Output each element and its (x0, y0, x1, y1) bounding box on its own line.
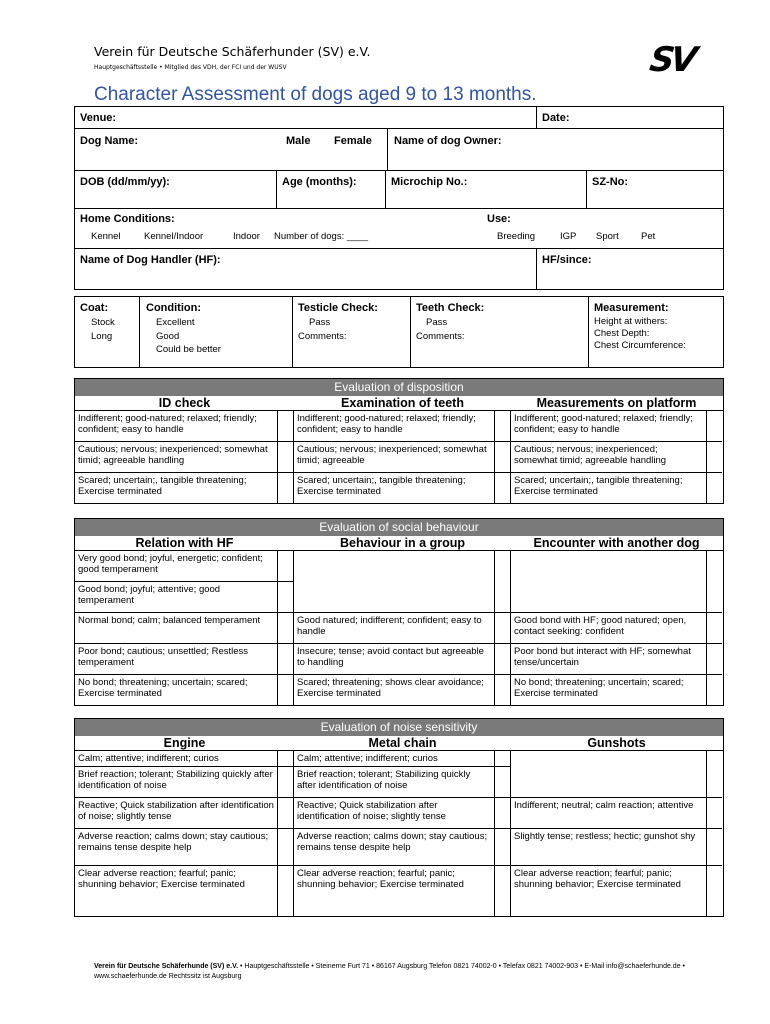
rating-checkbox[interactable] (277, 751, 293, 766)
rating-text: Scared; uncertain;, tangible threatening; Exercise terminated (78, 475, 247, 497)
use-label: Use: (487, 213, 511, 225)
rating-text: Indifferent; good-natured; relaxed; friendly; confident; easy to handle (297, 413, 476, 435)
rating-checkbox[interactable] (277, 798, 293, 828)
rating-checkbox[interactable] (706, 551, 722, 612)
microchip-label: Microchip No.: (391, 176, 468, 188)
rating-checkbox[interactable] (277, 675, 293, 705)
rating-text: Adverse reaction; calms down; stay cautious; remains tense despite help (297, 831, 488, 853)
rating-cell (294, 767, 510, 798)
rating-cell (511, 473, 722, 503)
noise-grid (75, 751, 723, 916)
coat-long-option[interactable]: Long (91, 331, 113, 342)
rating-checkbox[interactable] (277, 582, 293, 612)
rating-cell (75, 644, 293, 675)
noise-section (74, 718, 724, 917)
rating-checkbox[interactable] (277, 473, 293, 503)
org-subtitle: Hauptgeschäftsstelle • Mitglied des VDH, der FCI und der WUSV (94, 64, 287, 71)
rating-cell (75, 798, 293, 829)
grid-column (294, 551, 511, 705)
rating-cell (294, 798, 510, 829)
rating-checkbox[interactable] (277, 644, 293, 674)
rating-checkbox[interactable] (494, 798, 510, 828)
grid-column (511, 411, 722, 503)
breeding-option[interactable]: Breeding (497, 231, 536, 242)
rating-cell (75, 551, 293, 582)
age-label: Age (months): (282, 176, 357, 188)
grid-column (511, 551, 722, 705)
condition-good[interactable]: Good (156, 331, 180, 342)
testicle-comments: Comments: (298, 331, 347, 342)
gunshots-header: Gunshots (587, 736, 646, 750)
rating-text (511, 551, 706, 612)
home-conditions-label: Home Conditions: (80, 213, 175, 225)
disposition-title: Evaluation of disposition (75, 379, 723, 396)
coat-stock-option[interactable]: Stock (91, 317, 115, 328)
kennel-option[interactable]: Kennel (91, 231, 121, 242)
female-option[interactable]: Female (334, 135, 372, 147)
rating-checkbox[interactable] (494, 442, 510, 472)
social-grid (75, 551, 723, 705)
rating-checkbox[interactable] (277, 442, 293, 472)
rating-text: Calm; attentive; indifferent; curios (297, 753, 438, 764)
rating-checkbox[interactable] (494, 866, 510, 916)
rating-text: Good bond with HF; good natured; open, contact seeking: confident (514, 615, 687, 637)
rating-text: Cautious; nervous; inexperienced; somewhat timid; agreeable handling (514, 444, 667, 466)
rating-checkbox[interactable] (706, 411, 722, 441)
footer-address: • Hauptgeschäftsstelle • Steinerne Furt 71 • 86167 Augsburg Telefon 0821 74002-0 • Telefax 0821 74002-903 • E-Mail info@schaeferhunde.de • www.schaeferhunde.de Rechtssitz ist Augsburg (94, 963, 685, 980)
rating-text: Calm; attentive; indifferent; curios (78, 753, 219, 764)
rating-checkbox[interactable] (706, 613, 722, 643)
height-withers: Height at withers: (594, 316, 668, 327)
rating-text: Poor bond but interact with HF; somewhat tense/uncertain (514, 646, 691, 668)
rating-cell (75, 767, 293, 798)
rating-text: Adverse reaction; calms down; stay cautious; remains tense despite help (78, 831, 269, 853)
teeth-comments: Comments: (416, 331, 465, 342)
sport-option[interactable]: Sport (596, 231, 619, 242)
rating-cell (511, 829, 722, 866)
rating-checkbox[interactable] (277, 551, 293, 581)
rating-text (511, 751, 706, 797)
rating-checkbox[interactable] (706, 829, 722, 865)
rating-text: No bond; threatening; uncertain; scared; Exercise terminated (514, 677, 684, 699)
coat-label: Coat: (80, 302, 109, 314)
rating-checkbox[interactable] (494, 613, 510, 643)
condition-excellent[interactable]: Excellent (156, 317, 195, 328)
number-of-dogs: Number of dogs: ____ (274, 231, 369, 242)
hf-since-label: HF/since: (542, 254, 592, 266)
rating-text: Clear adverse reaction; fearful; panic; shunning behavior; Exercise terminated (297, 868, 464, 890)
rating-cell (75, 829, 293, 866)
teeth-pass[interactable]: Pass (426, 317, 448, 328)
rating-text: Poor bond; cautious; unsettled; Restless temperament (78, 646, 249, 668)
platform-header: Measurements on platform (536, 396, 697, 410)
testicle-label: Testicle Check: (298, 302, 378, 314)
rating-cell (75, 751, 293, 767)
rating-checkbox[interactable] (277, 829, 293, 865)
rating-cell (511, 411, 722, 442)
rating-cell (294, 751, 510, 767)
footer-org: Verein für Deutsche Schäferhunde (SV) e.V. (94, 963, 239, 970)
rating-cell (75, 613, 293, 644)
rating-text: Clear adverse reaction; fearful; panic; shunning behavior; Exercise terminated (514, 868, 681, 890)
rating-text: Scared; threatening; shows clear avoidance; Exercise terminated (297, 677, 484, 699)
rating-text: Scared; uncertain;, tangible threatening; Exercise terminated (297, 475, 466, 497)
rating-text: Indifferent; neutral; calm reaction; attentive (514, 800, 694, 811)
disposition-section (74, 378, 724, 504)
rating-checkbox[interactable] (277, 613, 293, 643)
rating-cell (511, 675, 722, 705)
rating-cell (294, 866, 510, 916)
rating-checkbox[interactable] (706, 644, 722, 674)
dob-label: DOB (dd/mm/yy): (80, 176, 170, 188)
rating-checkbox[interactable] (494, 644, 510, 674)
rating-cell (75, 675, 293, 705)
rating-cell (294, 675, 510, 705)
rating-cell (294, 551, 510, 613)
condition-better[interactable]: Could be better (156, 344, 221, 355)
rating-cell (511, 551, 722, 613)
noise-title: Evaluation of noise sensitivity (75, 719, 723, 736)
date-label: Date: (542, 112, 570, 124)
rating-checkbox[interactable] (494, 411, 510, 441)
rating-cell (511, 798, 722, 829)
footer (94, 962, 714, 982)
rating-cell (511, 866, 722, 916)
disposition-grid (75, 411, 723, 503)
handler-label: Name of Dog Handler (HF): (80, 254, 221, 266)
rating-checkbox[interactable] (706, 866, 722, 916)
rating-checkbox[interactable] (494, 551, 510, 612)
teeth-label: Teeth Check: (416, 302, 485, 314)
condition-label: Condition: (146, 302, 201, 314)
rating-checkbox[interactable] (494, 751, 510, 766)
rating-text: Very good bond; joyful, energetic; confident; good temperament (78, 553, 263, 575)
rating-checkbox[interactable] (706, 675, 722, 705)
dog-name-label: Dog Name: (80, 135, 139, 147)
measurement-label: Measurement: (594, 302, 669, 314)
igp-option[interactable]: IGP (560, 231, 577, 242)
rating-checkbox[interactable] (706, 473, 722, 503)
chest-circumference: Chest Circumference: (594, 340, 686, 351)
grid-column (75, 411, 294, 503)
metal-chain-header: Metal chain (368, 736, 437, 750)
grid-column (294, 411, 511, 503)
org-name: Verein für Deutsche Schäferhunder (SV) e.V. (94, 44, 371, 59)
rating-text: Slightly tense; restless; hectic; gunshot shy (514, 831, 696, 842)
rating-cell (75, 866, 293, 916)
rating-checkbox[interactable] (277, 866, 293, 916)
rating-cell (294, 473, 510, 503)
rating-text: Normal bond; calm; balanced temperament (78, 615, 261, 626)
social-section (74, 518, 724, 706)
rating-checkbox[interactable] (277, 411, 293, 441)
rating-cell (294, 613, 510, 644)
teeth-exam-header: Examination of teeth (341, 396, 464, 410)
sz-label: SZ-No: (592, 176, 629, 188)
group-behaviour-header: Behaviour in a group (339, 536, 465, 550)
rating-cell (294, 442, 510, 473)
rating-checkbox[interactable] (494, 473, 510, 503)
rating-text: Clear adverse reaction; fearful; panic; shunning behavior; Exercise terminated (78, 868, 245, 890)
rating-cell (511, 613, 722, 644)
grid-column (75, 551, 294, 705)
rating-checkbox[interactable] (277, 767, 293, 797)
rating-text: Brief reaction; tolerant; Stabilizing quickly after identification of noise (78, 769, 273, 791)
rating-text: Cautious; nervous; inexperienced; somewhat timid; agreeable handling (78, 444, 268, 466)
rating-text: Indifferent; good-natured; relaxed; friendly; confident; easy to handle (514, 413, 693, 435)
rating-cell (294, 829, 510, 866)
grid-column (511, 751, 722, 916)
grid-column (294, 751, 511, 916)
dog-encounter-header: Encounter with another dog (533, 536, 700, 550)
rating-cell (511, 751, 722, 798)
kennel-indoor-option[interactable]: Kennel/Indoor (144, 231, 204, 242)
rating-text: Good natured; indifferent; confident; easy to handle (297, 615, 482, 637)
rating-cell (511, 442, 722, 473)
testicle-pass[interactable]: Pass (309, 317, 331, 328)
rating-checkbox[interactable] (494, 767, 510, 797)
chest-depth: Chest Depth: (594, 328, 650, 339)
rating-text: Scared; uncertain;, tangible threatening; Exercise terminated (514, 475, 683, 497)
rating-checkbox[interactable] (706, 798, 722, 828)
rating-cell (75, 442, 293, 473)
rating-text: Cautious; nervous; inexperienced; somewhat timid; agreeable (297, 444, 487, 466)
rating-checkbox[interactable] (494, 829, 510, 865)
id-check-header: ID check (158, 396, 211, 410)
rating-cell (294, 411, 510, 442)
rating-cell (75, 411, 293, 442)
rating-cell (511, 644, 722, 675)
rating-checkbox[interactable] (706, 442, 722, 472)
rating-cell (294, 644, 510, 675)
owner-label: Name of dog Owner: (394, 135, 502, 147)
rating-text (294, 551, 494, 612)
rating-cell (75, 473, 293, 503)
rating-checkbox[interactable] (494, 675, 510, 705)
rating-text: Indifferent; good-natured; relaxed; friendly; confident; easy to handle (78, 413, 257, 435)
rating-text: Reactive; Quick stabilization after identification of noise; slightly tense (78, 800, 274, 822)
venue-label: Venue: (80, 112, 117, 124)
document-title: Character Assessment of dogs aged 9 to 13 months. (94, 84, 537, 105)
rating-text: Brief reaction; tolerant; Stabilizing quickly after identification of noise (297, 769, 471, 791)
pet-option[interactable]: Pet (641, 231, 656, 242)
rating-cell (75, 582, 293, 613)
indoor-option[interactable]: Indoor (233, 231, 260, 242)
grid-column (75, 751, 294, 916)
rating-text: Insecure; tense; avoid contact but agreeable to handling (297, 646, 484, 668)
rating-text: Good bond; joyful; attentive; good temperament (78, 584, 221, 606)
engine-header: Engine (163, 736, 206, 750)
rating-text: No bond; threatening; uncertain; scared; Exercise terminated (78, 677, 248, 699)
rating-text: Reactive; Quick stabilization after identification of noise; slightly tense (297, 800, 446, 822)
sv-logo: SV (647, 40, 696, 80)
social-title: Evaluation of social behaviour (75, 519, 723, 536)
rating-checkbox[interactable] (706, 751, 722, 797)
male-option[interactable]: Male (286, 135, 311, 147)
relation-hf-header: Relation with HF (135, 536, 234, 550)
